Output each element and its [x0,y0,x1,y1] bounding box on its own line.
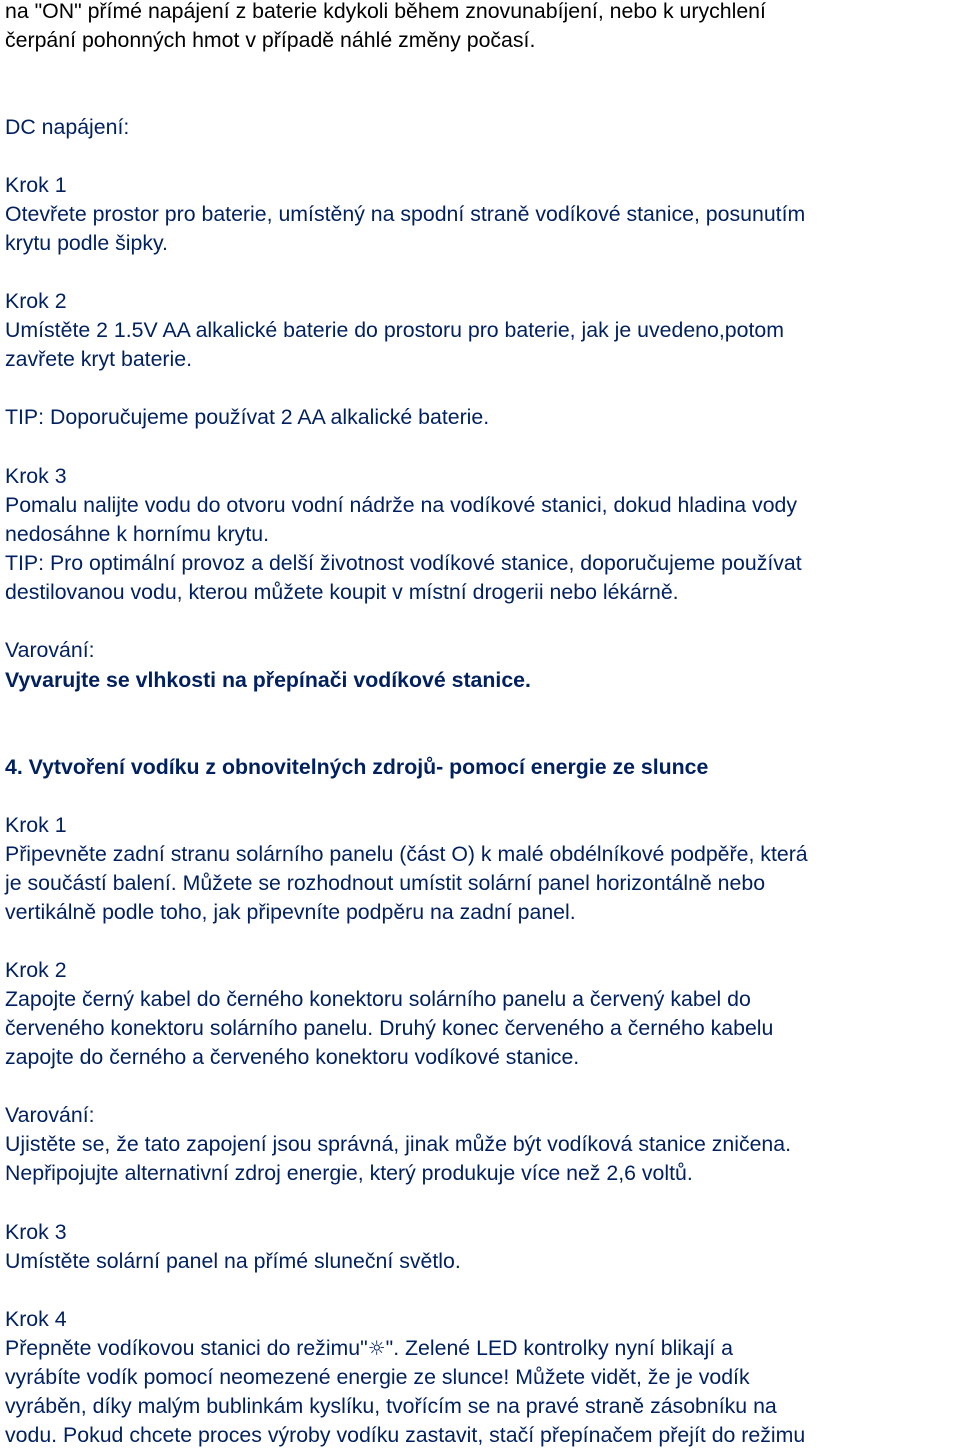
solar-step1-line-2: je součástí balení. Můžete se rozhodnout umístit solární panel horizontálně nebo [5,871,766,895]
solar-step3-line-1: Umístěte solární panel na přímé sluneční světlo. [5,1249,461,1273]
dc-step2-label: Krok 2 [5,289,67,313]
solar-step4-line-1 [5,1334,733,1363]
dc-warning-label: Varování: [5,638,95,662]
solar-section-heading: 4. Vytvoření vodíku z obnovitelných zdrojů- pomocí energie ze slunce [5,755,709,779]
dc-warning-text: Vyvarujte se vlhkosti na přepínači vodíkové stanice. [5,668,531,692]
dc-step3-line-1: Pomalu nalijte vodu do otvoru vodní nádrže na vodíkové stanici, dokud hladina vody [5,493,798,517]
dc-heading: DC napájení: [5,115,130,139]
dc-step3-line-2: nedosáhne k hornímu krytu. [5,522,269,546]
dc-step2-line-1: Umístěte 2 1.5V AA alkalické baterie do prostoru pro baterie, jak je uvedeno,potom [5,318,784,342]
solar-step2-label: Krok 2 [5,958,67,982]
solar-warning-line-1: Ujistěte se, že tato zapojení jsou správná, jinak může být vodíková stanice zničena. [5,1132,792,1156]
dc-step1-label: Krok 1 [5,173,67,197]
dc-step3-label: Krok 3 [5,464,67,488]
dc-step2-line-2: zavřete kryt baterie. [5,347,193,371]
solar-step1-line-1: Připevněte zadní stranu solárního panelu (část O) k malé obdélníkové podpěře, která [5,842,808,866]
solar-step4-line-1-before: Přepněte vodíkovou stanici do režimu" [5,1336,368,1360]
dc-step3-tip-line-1: TIP: Pro optimální provoz a delší životnost vodíkové stanice, doporučujeme používat [5,551,802,575]
dc-step2-tip: TIP: Doporučujeme používat 2 AA alkalické baterie. [5,405,490,429]
dc-step3-tip-line-2: destilovanou vodu, kterou můžete koupit v místní drogerii nebo lékárně. [5,580,679,604]
solar-step2-line-2: červeného konektoru solárního panelu. Druhý konec červeného a černého kabelu [5,1016,774,1040]
dc-step1-line-2: krytu podle šipky. [5,231,168,255]
solar-warning-label: Varování: [5,1103,95,1127]
solar-step2-line-1: Zapojte černý kabel do černého konektoru solárního panelu a červený kabel do [5,987,751,1011]
solar-step4-line-2: vyrábíte vodík pomocí neomezené energie ze slunce! Můžete vidět, že je vodík [5,1365,750,1389]
solar-warning-line-2: Nepřipojujte alternativní zdroj energie, který produkuje více než 2,6 voltů. [5,1161,693,1185]
solar-step1-label: Krok 1 [5,813,67,837]
solar-step2-line-3: zapojte do černého a červeného konektoru vodíkové stanice. [5,1045,580,1069]
solar-step4-line-1-after: ". Zelené LED kontrolky nyní blikají a [385,1336,733,1360]
sun-icon: ☼ [367,1336,386,1360]
solar-step1-line-3: vertikálně podle toho, jak připevníte podpěru na zadní panel. [5,900,576,924]
solar-step4-label: Krok 4 [5,1307,67,1331]
dc-step1-line-1: Otevřete prostor pro baterie, umístěný na spodní straně vodíkové stanice, posunutím [5,202,806,226]
solar-step4-line-4: vodu. Pokud chcete proces výroby vodíku zastavit, stačí přepínačem přejít do režimu [5,1423,806,1447]
intro-line-2: čerpání pohonných hmot v případě náhlé změny počasí. [5,28,536,52]
solar-step3-label: Krok 3 [5,1220,67,1244]
solar-step4-line-3: vyráběn, díky malým bublinkám kyslíku, tvořícím se na pravé straně zásobníku na [5,1394,777,1418]
intro-line-1: na "ON" přímé napájení z baterie kdykoli během znovunabíjení, nebo k urychlení [5,0,766,23]
